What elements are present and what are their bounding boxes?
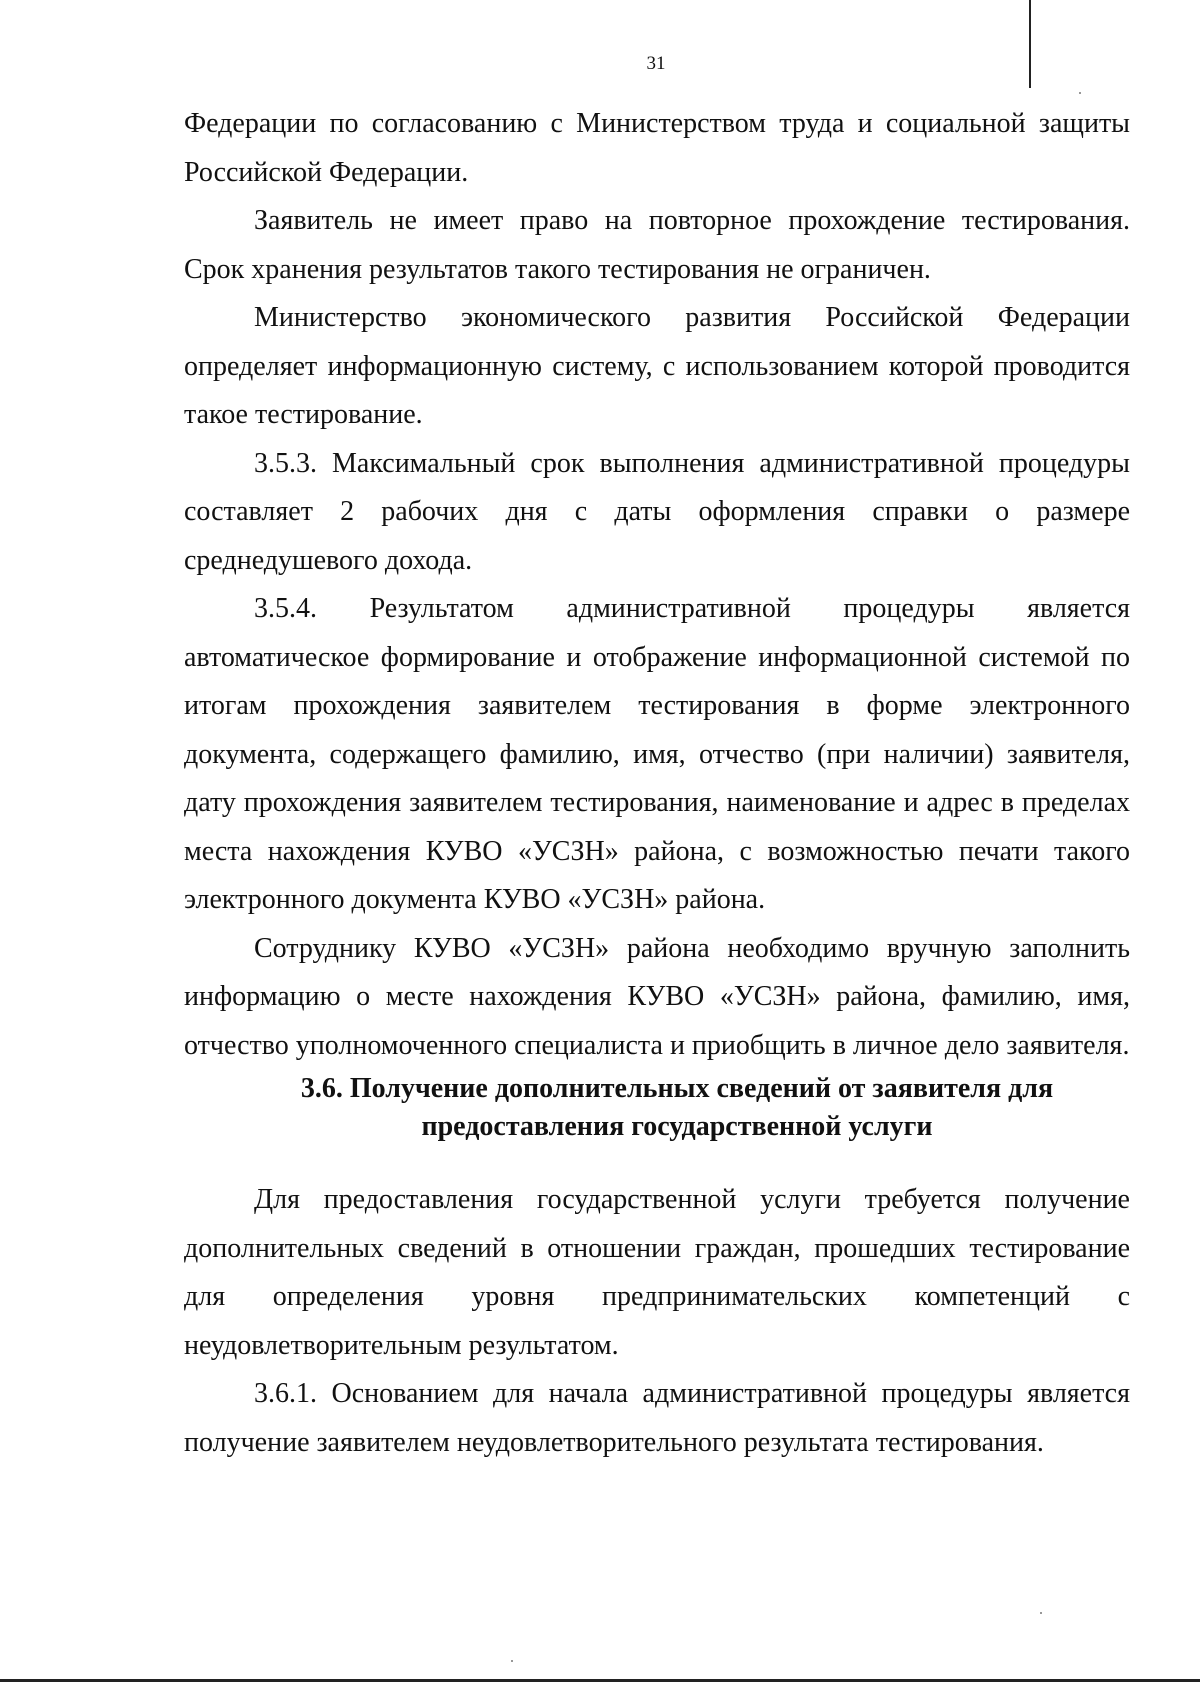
document-body bbox=[184, 100, 1130, 1467]
page-number: 31 bbox=[646, 53, 666, 74]
scan-speck bbox=[1079, 92, 1081, 94]
paragraph-3-5-4: 3.5.4. Результатом административной процедуры является автоматическое формирование и отображение информационной системой по итогам прохождения заявителем тестирования в форме электронного документа, содержащего фамилию, имя, отчество (при наличии) заявителя, дату прохождения заявителем тестирования, наименование и адрес в пределах места нахождения КУВО «УСЗН» района, с возможностью печати такого электронного документа КУВО «УСЗН» района. bbox=[184, 593, 1130, 915]
paragraph-3-5-3: 3.5.3. Максимальный срок выполнения административной процедуры составляет 2 рабочих дня с даты оформления справки о размере среднедушевого дохода. bbox=[184, 447, 1130, 576]
scan-speck bbox=[1040, 1612, 1042, 1614]
paragraph-additional-info: Для предоставления государственной услуги требуется получение дополнительных сведений в отношении граждан, прошедших тестирование для определения уровня предпринимательских компетенций с неудовлетворительным результатом. bbox=[184, 1184, 1130, 1361]
paragraph-retest-restriction: Заявитель не имеет право на повторное прохождение тестирования. Срок хранения результатов такого тестирования не ограничен. bbox=[184, 205, 1130, 285]
paragraph-employee-duties: Сотруднику КУВО «УСЗН» района необходимо вручную заполнить информацию о месте нахождения КУВО «УСЗН» района, фамилию, имя, отчество уполномоченного специалиста и приобщить в личное дело заявителя. bbox=[184, 932, 1130, 1061]
scan-speck bbox=[511, 1660, 513, 1662]
section-heading-line-1: 3.6. Получение дополнительных сведений от заявителя для bbox=[300, 1073, 1054, 1104]
paragraph-continuation: Федерации по согласованию с Министерством труда и социальной защиты Российской Федерации. bbox=[184, 108, 1130, 188]
scan-edge-line-bottom bbox=[0, 1679, 1200, 1682]
paragraph-information-system: Министерство экономического развития Российской Федерации определяет информационную систему, с использованием которой проводится такое тестирование. bbox=[184, 302, 1130, 430]
section-heading-3-6 bbox=[184, 1070, 1130, 1146]
section-heading-line-2: предоставления государственной услуги bbox=[421, 1111, 933, 1142]
paragraph-3-6-1: 3.6.1. Основанием для начала административной процедуры является получение заявителем неудовлетворительного результата тестирования. bbox=[184, 1378, 1130, 1458]
